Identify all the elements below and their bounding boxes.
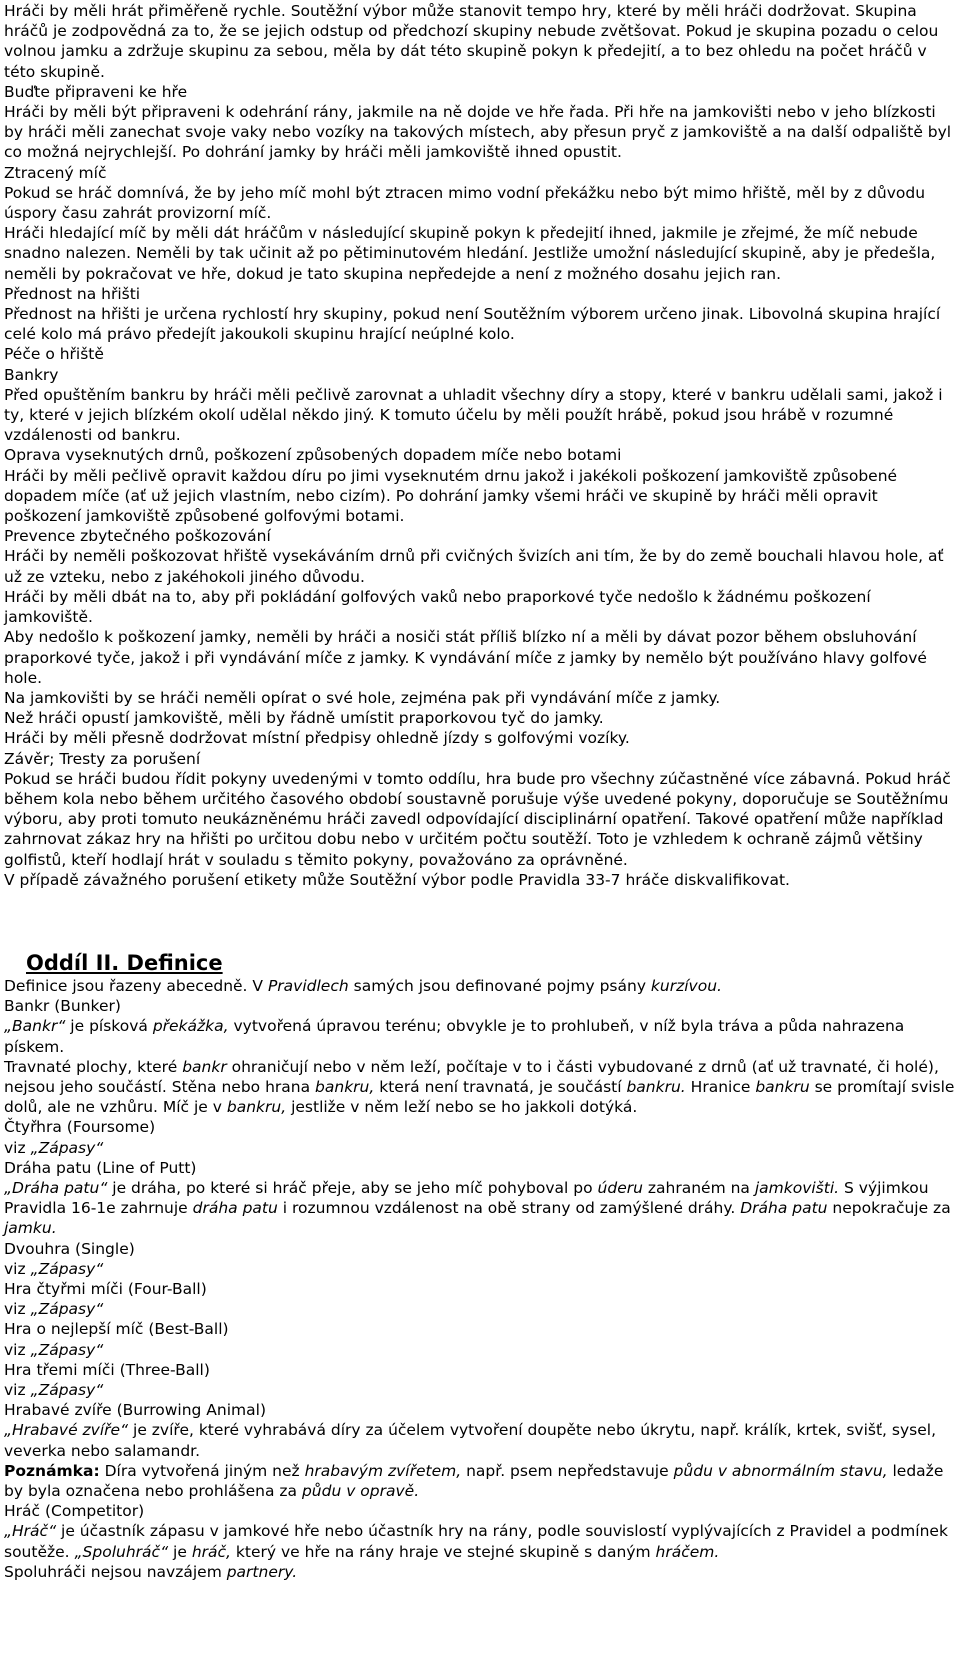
paragraph — [4, 344, 956, 364]
italic-text: „Hrabavé zvíře“ — [4, 1421, 129, 1440]
italic-text: překážka, — [152, 1017, 229, 1036]
text-run: zahraném na — [642, 1178, 755, 1197]
paragraph — [4, 163, 956, 183]
section-gap — [4, 890, 956, 950]
text-run: Dvouhra (Single) — [4, 1239, 135, 1258]
text-run: Hráči by měli přesně dodržovat místní předpisy ohledně jízdy s golfovými vozíky. — [4, 729, 630, 748]
text-run: V případě závažného porušení etikety může Soutěžní výbor podle Pravidla 33-7 hráče diskvalifikovat. — [4, 870, 790, 889]
paragraph — [4, 1521, 956, 1561]
text-run: viz — [4, 1340, 31, 1359]
etiquette-section — [4, 1, 956, 890]
paragraph — [4, 1461, 956, 1501]
paragraph — [4, 526, 956, 546]
text-run: Hráči by měli pečlivě opravit každou díru po jimi vyseknutém drnu jakož i jakékoli poškození jamkoviště způsobené dopadem míče (ať už jejich vlastním, nebo cizím). Po dohrání jamky všemi hráči ve skupině by hráči měli opravit poškození jamkoviště způsobené golfovými botami. — [4, 466, 898, 526]
paragraph — [4, 870, 956, 890]
text-run: Závěr; Tresty za porušení — [4, 749, 201, 768]
text-run: která není travnatá, je součástí — [374, 1077, 627, 1096]
text-run: Spoluhráči nejsou navzájem — [4, 1562, 227, 1581]
italic-text: bankru, — [226, 1098, 287, 1117]
paragraph — [4, 1360, 956, 1380]
italic-text: partnery. — [226, 1562, 298, 1581]
italic-text: „Zápasy“ — [30, 1138, 104, 1157]
text-run: S výjimkou Pravidla 16-1e zahrnuje — [4, 1178, 929, 1218]
italic-text: Dráha patu — [740, 1199, 828, 1218]
text-run: je — [168, 1542, 192, 1561]
text-run: Definice jsou řazeny abecedně. V — [4, 976, 268, 995]
italic-text: bankru, — [315, 1077, 375, 1096]
paragraph — [4, 1420, 956, 1460]
text-run: Hráči by měli být připraveni k odehrání rány, jakmile na ně dojde ve hře řada. Při hře na jamkovišti nebo v jeho blízkosti by hráči měli zanechat svoje vaky nebo vozíky na takových místech, aby přesun pryč z jamkoviště a na další odpaliště byl co možná nejrychlejší. Po dohrání jamky by hráči měli jamkoviště ihned opustit. — [4, 103, 952, 162]
paragraph — [4, 223, 956, 284]
text-run: Než hráči opustí jamkoviště, měli by řádně umístit praporkovou tyč do jamky. — [4, 709, 604, 728]
paragraph — [4, 183, 956, 223]
text-run: např. psem nepředstavuje — [461, 1461, 674, 1480]
italic-text: bankru. — [626, 1077, 686, 1096]
text-run: Péče o hřiště — [4, 345, 104, 364]
text-run: Hráči hledající míč by měli dát hráčům v následující skupině pokyn k předejití ihned, jakmile je zřejmé, že míč nebude snadno nalezen. Neměli by tak učinit až po pětiminutovém hledání. Jestliže umožní následující skupině, aby je předešla, neměli by pokračovat ve hře, dokud je tato skupina nepředejde a není z možného dosahu jejich ran. — [4, 224, 936, 283]
text-run: viz — [4, 1259, 31, 1278]
paragraph — [4, 1299, 956, 1319]
paragraph — [4, 996, 956, 1016]
text-run: Hráči by neměli poškozovat hřiště vysekáváním drnů při cvičných švizích ani tím, že by do země bouchali hlavou hole, ať už ze vzteku, nebo z jakéhokoli jiného důvodu. — [4, 547, 944, 586]
text-run: Ztracený míč — [4, 163, 107, 182]
paragraph — [4, 1380, 956, 1400]
text-run: je účastník zápasu v jamkové hře nebo účastník hry na rány, podle souvislostí vyplývajících z Pravidel a podmínek soutěže. — [4, 1522, 948, 1561]
italic-text: jamku. — [4, 1219, 57, 1238]
italic-text: „Hráč“ — [4, 1522, 57, 1541]
italic-text: „Zápasy“ — [30, 1340, 104, 1359]
text-run: samých jsou definované pojmy psány — [348, 976, 651, 995]
italic-text: „Bankr“ — [4, 1017, 66, 1036]
text-run: ohraničují nebo v něm leží, počítaje v to i části vybudované z drnů (ať už travnaté, či holé), nejsou jeho součástí. Stěna nebo hrana — [4, 1057, 939, 1096]
text-run: jestliže v něm leží nebo se ho jakkoli dotýká. — [286, 1098, 638, 1117]
text-run: Travnaté plochy, které — [4, 1057, 183, 1076]
text-run: se promítají svisle dolů, ale ne vzhůru. Míč je v — [4, 1077, 955, 1117]
paragraph — [4, 304, 956, 344]
text-run: ledaže by byla označena nebo prohlášena za — [4, 1461, 944, 1501]
text-run: Pokud se hráč domnívá, že by jeho míč mohl být ztracen mimo vodní překážku nebo být mimo hřiště, měl by z důvodu úspory času zahrát provizorní míč. — [4, 183, 926, 223]
paragraph — [4, 1562, 956, 1582]
text-run: Přednost na hřišti je určena rychlostí hry skupiny, pokud není Soutěžním výborem určeno jinak. Libovolná skupina hrající celé kolo má právo předejít jakoukoli skupinu hrající neúplné kolo. — [4, 305, 941, 344]
paragraph — [4, 1259, 956, 1279]
text-run: Hra o nejlepší míč (Best-Ball) — [4, 1320, 229, 1339]
italic-text: půdu v opravě. — [301, 1482, 420, 1501]
text-run: Pokud se hráči budou řídit pokyny uvedenými v tomto oddílu, hra bude pro všechny zúčastněné více zábavná. Pokud hráč během kola nebo během určitého časového období soustavně porušuje výše uvedené pokyny, doporučuje se Soutěžnímu výboru, aby proti tomuto neukázněnému hráči zavedl odpovídající disciplinární opatření. Takové opatření může například zahrnovat zákaz hry na hřišti po určitou dobu nebo v určitém počtu soutěží. Toto je vzhledem k ochraně zájmů většiny golfistů, kteří hodlají hrát v souladu s těmito pokyny, považováno za oprávněné. — [4, 769, 951, 869]
text-run: i rozumnou vzdálenost na obě strany od zamýšlené dráhy. — [277, 1199, 741, 1218]
paragraph — [4, 1501, 956, 1521]
paragraph — [4, 1057, 956, 1118]
text-run: Čtyřhra (Foursome) — [4, 1118, 156, 1137]
text-run: nepokračuje za — [827, 1199, 951, 1218]
paragraph — [4, 82, 956, 102]
text-run: Dráha patu (Line of Putt) — [4, 1158, 197, 1177]
italic-text: jamkovišti. — [754, 1178, 840, 1197]
italic-text: „Zápasy“ — [30, 1259, 104, 1278]
paragraph — [4, 1279, 956, 1299]
italic-text: „Zápasy“ — [30, 1381, 104, 1399]
text-run: je zvíře, které vyhrabává díry za účelem vytvoření doupěte nebo úkrytu, např. králík, krtek, svišť, sysel, veverka nebo salamandr. — [4, 1421, 936, 1460]
text-run: Buďte připraveni ke hře — [4, 82, 188, 101]
text-run: je dráha, po které si hráč přeje, aby se jeho míč pohyboval po — [107, 1178, 598, 1197]
paragraph — [4, 1178, 956, 1239]
paragraph — [4, 1400, 956, 1420]
paragraph — [4, 627, 956, 688]
text-run: Hráč (Competitor) — [4, 1502, 145, 1521]
italic-text: hráčem. — [655, 1542, 720, 1561]
italic-text: Pravidlech — [267, 976, 349, 995]
text-run: Hrabavé zvíře (Burrowing Animal) — [4, 1401, 266, 1420]
paragraph — [4, 1016, 956, 1056]
paragraph — [4, 1239, 956, 1259]
text-run: Oprava vyseknutých drnů, poškození způsobených dopadem míče nebo botami — [4, 446, 622, 465]
italic-text: „Spoluhráč“ — [74, 1542, 169, 1561]
italic-text: „Zápasy“ — [30, 1300, 104, 1319]
italic-text: kurzívou. — [650, 976, 722, 995]
paragraph — [4, 1340, 956, 1360]
italic-text: hráč, — [191, 1542, 231, 1561]
paragraph — [4, 1138, 956, 1158]
italic-text: dráha patu — [192, 1199, 278, 1218]
paragraph — [4, 1, 956, 82]
text-run: Hráči by měli hrát přiměřeně rychle. Soutěžní výbor může stanovit tempo hry, které by měli hráči dodržovat. Skupina hráčů je zodpovědná za to, že se jejich odstup od předchozí skupiny nebude zvětšovat. Pokud je skupina pozadu o celou volnou jamku a zdržuje skupinu za sebou, měla by dát této skupině pokyn k předejití, a to bez ohledu na počet hráčů v této skupině. — [4, 2, 939, 81]
paragraph — [4, 587, 956, 627]
italic-text: úderu — [597, 1178, 643, 1197]
italic-text: „Dráha patu“ — [4, 1178, 108, 1197]
text-run: viz — [4, 1300, 31, 1319]
italic-text: půdu v abnormálním stavu, — [673, 1461, 888, 1480]
italic-text: bankru — [755, 1077, 810, 1096]
text-run: viz — [4, 1381, 31, 1399]
paragraph — [4, 365, 956, 385]
paragraph — [4, 976, 956, 996]
paragraph — [4, 1319, 956, 1339]
definitions-section — [4, 976, 956, 1582]
paragraph — [4, 769, 956, 870]
italic-text: hrabavým zvířetem, — [304, 1461, 462, 1480]
italic-text: bankr — [182, 1057, 227, 1076]
text-run: Hranice — [685, 1077, 756, 1096]
text-run: Přednost na hřišti — [4, 284, 141, 303]
section-heading: Oddíl II. Definice — [26, 950, 223, 975]
text-run: Díra vytvořená jiným než — [99, 1461, 305, 1480]
paragraph — [4, 1158, 956, 1178]
paragraph — [4, 385, 956, 446]
text-run: je písková — [65, 1017, 153, 1036]
paragraph — [4, 688, 956, 708]
paragraph — [4, 466, 956, 527]
text-run: Hra čtyřmi míči (Four-Ball) — [4, 1279, 207, 1298]
text-run: Hráči by měli dbát na to, aby při pokládání golfových vaků nebo praporkové tyče nedošlo k žádnému poškození jamkoviště. — [4, 587, 871, 627]
text-run: vytvořená úpravou terénu; obvykle je to prohlubeň, v níž byla tráva a půda nahrazena pískem. — [4, 1017, 905, 1056]
paragraph — [4, 728, 956, 748]
bold-text: Poznámka: — [4, 1461, 100, 1480]
text-run: viz — [4, 1138, 31, 1157]
paragraph — [4, 546, 956, 586]
text-run: Před opuštěním bankru by hráči měli pečlivě zarovnat a uhladit všechny díry a stopy, které v bankru udělali sami, jakož i ty, které v jejich blízkém okolí udělal někdo jiný. K tomuto účelu by měli použít hrábě, pokud jsou hrábě v rozumné vzdálenosti od bankru. — [4, 385, 943, 445]
paragraph — [4, 102, 956, 163]
text-run: Bankry — [4, 365, 59, 384]
paragraph — [4, 708, 956, 728]
paragraph — [4, 1117, 956, 1137]
text-run: Hra třemi míči (Three-Ball) — [4, 1360, 210, 1379]
text-run: Aby nedošlo k poškození jamky, neměli by hráči a nosiči stát příliš blízko ní a měli by dávat pozor během obsluhování praporkové tyče, jakož i při vyndávání míče z jamky. K vyndávání míče z jamky by nemělo být používáno hlavy golfové hole. — [4, 628, 927, 687]
paragraph — [4, 749, 956, 769]
paragraph — [4, 445, 956, 465]
paragraph — [4, 284, 956, 304]
text-run: Bankr (Bunker) — [4, 997, 121, 1016]
text-run: který ve hře na rány hraje ve stejné skupině s daným — [230, 1542, 656, 1561]
text-run: Prevence zbytečného poškozování — [4, 527, 271, 546]
text-run: Na jamkovišti by se hráči neměli opírat o své hole, zejména pak při vyndávání míče z jamky. — [4, 688, 721, 707]
